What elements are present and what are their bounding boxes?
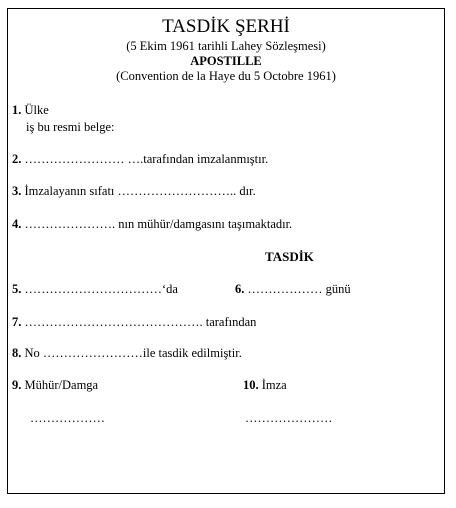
item-country [12,104,49,117]
signature-dots: ………………… [245,411,333,425]
item-number: 2. [12,152,22,166]
document-subtitle-french: (Convention de la Haye du 5 Octobre 1961) [116,69,336,83]
item-number: 6. [235,282,245,296]
item-number: 7. [12,315,22,329]
document-subtitle-turkish: (5 Ekim 1961 tarihli Lahey Sözleşmesi) [126,39,326,53]
item-number: 4. [12,217,22,231]
item-text: ……………… günü [244,282,351,296]
item-text: İmza [258,378,287,392]
item-place [12,283,178,296]
item-number: 1. [12,103,22,117]
item-text: Mühür/Damga [21,378,99,392]
item-certificate-number [12,347,242,360]
item-text: …………………. nın mühür/damgasını taşımaktadır. [21,217,293,231]
apostille-heading: APOSTILLE [190,54,262,68]
item-country-continuation: iş bu resmi belge: [26,120,115,134]
item-number: 5. [12,282,22,296]
item-number: 9. [12,378,22,392]
item-text: İmzalayanın sıfatı ……………………….. dır. [21,184,256,198]
item-number: 8. [12,346,22,360]
item-text: ……………………………………. tarafından [21,315,257,329]
item-signed-by [12,153,268,166]
item-label: Ülke [21,103,49,117]
item-text: No ……………………ile tasdik edilmiştir. [21,346,242,360]
item-seal-bearer [12,218,292,231]
item-certified-by [12,316,256,329]
tasdik-heading: TASDİK [265,249,314,264]
document-title: TASDİK ŞERHİ [162,16,290,37]
item-text: …………………… ….tarafından imzalanmıştır. [21,152,269,166]
item-signature [243,379,287,392]
item-number: 10. [243,378,259,392]
seal-stamp-dots: ……………… [30,411,105,425]
item-number: 3. [12,184,22,198]
item-seal-stamp [12,379,98,392]
item-signer-capacity [12,185,256,198]
item-text: ……………………………‘da [21,282,178,296]
item-date [235,283,351,296]
